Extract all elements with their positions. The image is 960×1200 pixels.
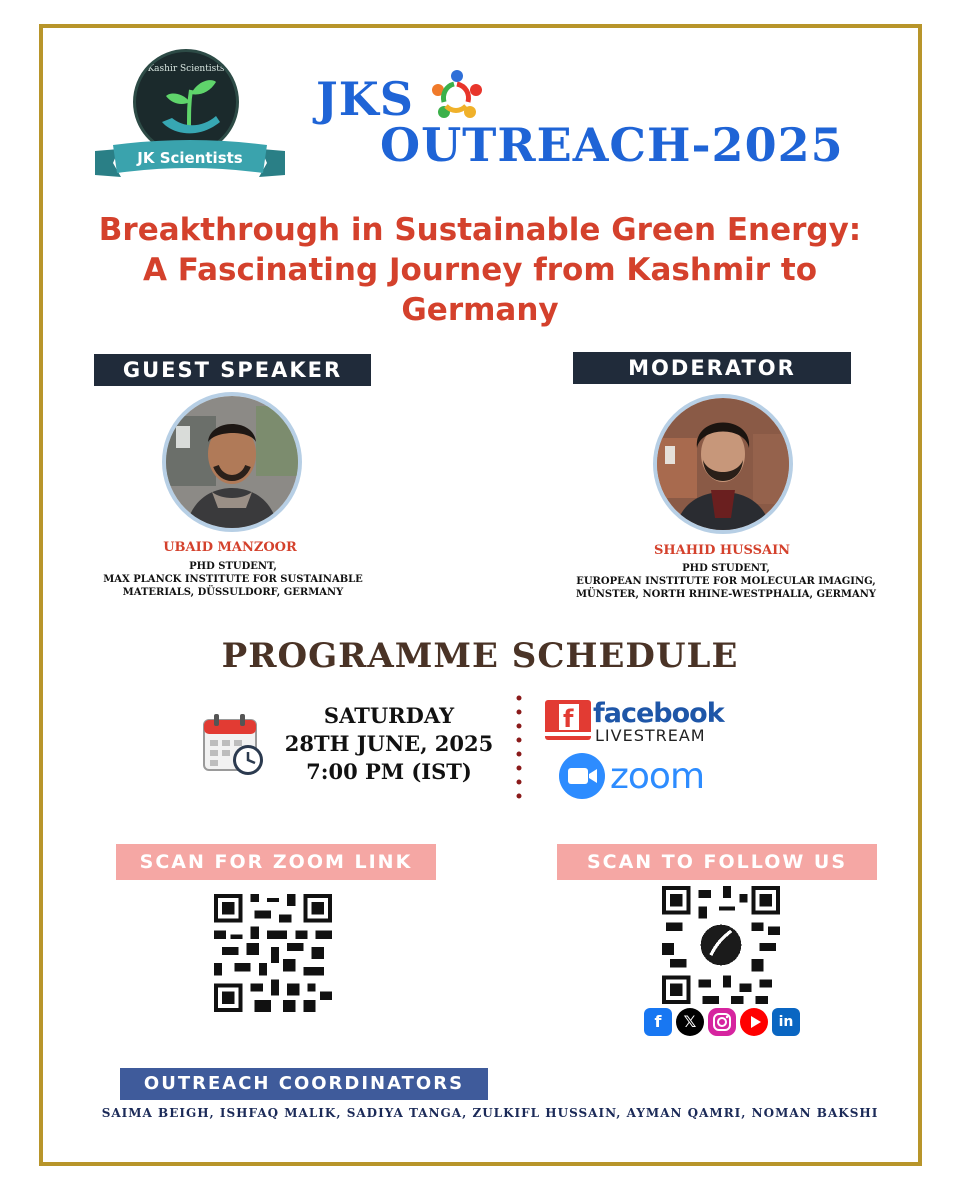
logo-top-text: Kashir Scientists: [147, 64, 225, 74]
guest-speaker-photo: [162, 392, 302, 532]
moderator-title-line-1: PHD STUDENT,: [682, 563, 770, 574]
moderator-photo: [653, 394, 793, 534]
livestream-label: LIVESTREAM: [595, 726, 706, 745]
dotted-divider: [516, 694, 522, 804]
facebook-livestream-logo: [545, 698, 725, 744]
event-title-line-3: Germany: [401, 292, 559, 328]
zoom-logo: [558, 752, 718, 802]
event-title-line-2: A Fascinating Journey from Kashmir to: [142, 252, 818, 288]
logo-ribbon-text: JK Scientists: [137, 149, 243, 167]
guest-speaker-badge: GUEST SPEAKER: [94, 354, 371, 386]
moderator-title-line-2: EUROPEAN INSTITUTE FOR MOLECULAR IMAGING,: [576, 576, 876, 587]
follow-qr-code[interactable]: [662, 886, 780, 1004]
event-title: [60, 210, 900, 330]
scan-follow-badge: SCAN TO FOLLOW US: [557, 844, 877, 880]
outreach-coordinators-names: SAIMA BEIGH, ISHFAQ MALIK, SADIYA TANGA, ZULKIFL HUSSAIN, AYMAN QAMRI, NOMAN BAKSHI: [101, 1106, 879, 1120]
zoom-wordmark: zoom: [610, 756, 705, 797]
calendar-clock-icon: [202, 712, 268, 778]
facebook-icon[interactable]: f: [644, 1008, 672, 1036]
scan-zoom-badge: SCAN FOR ZOOM LINK: [116, 844, 436, 880]
linkedin-icon[interactable]: in: [772, 1008, 800, 1036]
instagram-icon[interactable]: [708, 1008, 736, 1036]
event-date-time: [278, 702, 500, 786]
event-time: 7:00 PM (IST): [306, 759, 472, 784]
programme-schedule-heading: PROGRAMME SCHEDULE: [221, 636, 739, 676]
event-day: SATURDAY: [323, 703, 455, 728]
zoom-camera-icon: [558, 752, 606, 800]
moderator-affiliation: [568, 562, 884, 601]
facebook-film-icon: [545, 698, 591, 742]
guest-speaker-title-line-3: MATERIALS, DÜSSULDORF, GERMANY: [122, 587, 344, 598]
svg-text:f: f: [563, 705, 574, 733]
facebook-wordmark: facebook: [593, 698, 724, 729]
outreach-heading: OUTREACH-2025: [380, 118, 844, 172]
guest-speaker-affiliation: [90, 560, 376, 599]
outreach-coordinators-badge: OUTREACH COORDINATORS: [120, 1068, 488, 1100]
jk-scientists-logo: [95, 45, 285, 195]
zoom-qr-code[interactable]: [214, 894, 332, 1012]
social-links: [644, 1008, 804, 1038]
moderator-title-line-3: MÜNSTER, NORTH RHINE-WESTPHALIA, GERMANY: [575, 589, 877, 600]
guest-speaker-name: UBAID MANZOOR: [163, 540, 297, 555]
guest-speaker-title-line-2: MAX PLANCK INSTITUTE FOR SUSTAINABLE: [103, 574, 363, 585]
guest-speaker-title-line-1: PHD STUDENT,: [189, 561, 277, 572]
event-title-line-1: Breakthrough in Sustainable Green Energy:: [98, 212, 862, 248]
x-icon[interactable]: 𝕏: [676, 1008, 704, 1036]
youtube-icon[interactable]: [740, 1008, 768, 1036]
moderator-badge: MODERATOR: [573, 352, 851, 384]
jks-heading: JKS: [316, 72, 414, 126]
moderator-name: SHAHID HUSSAIN: [653, 543, 791, 558]
event-date: 28TH JUNE, 2025: [284, 731, 494, 756]
